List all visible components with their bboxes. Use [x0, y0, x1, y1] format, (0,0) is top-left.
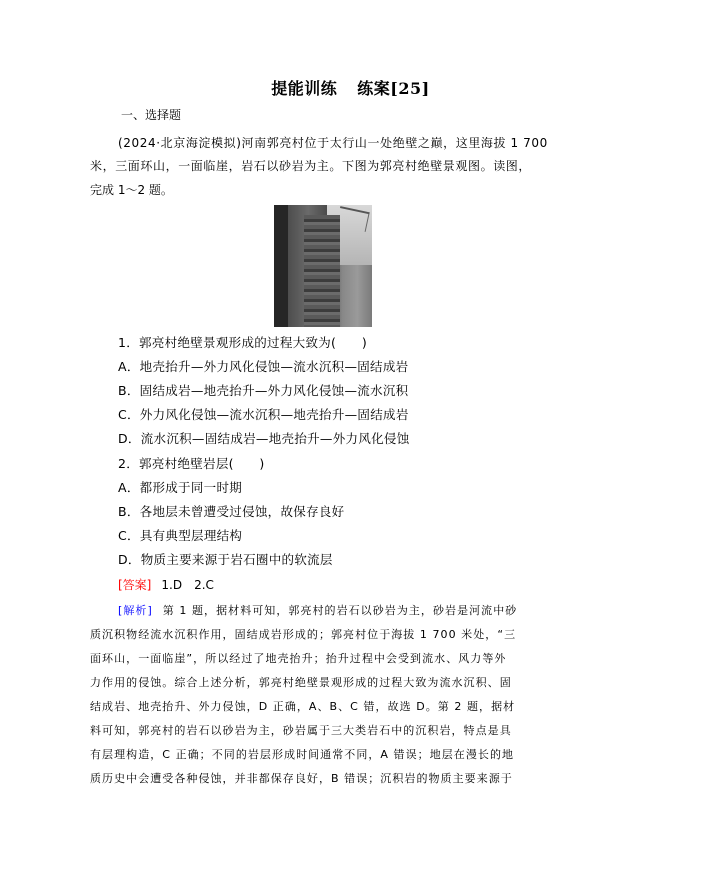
question-1-option-b: B．固结成岩—地壳抬升—外力风化侵蚀—流水沉积	[118, 383, 409, 398]
answer-label: [答案]	[118, 578, 152, 592]
stem-line-2: 米，三面环山，一面临崖，岩石以砂岩为主。下图为郭亮村绝壁景观图。读图，	[90, 159, 532, 173]
page-title	[0, 76, 701, 99]
question-2-option-d: D．物质主要来源于岩石圈中的软流层	[118, 552, 333, 567]
explanation-line-5: 结成岩、地壳抬升、外力侵蚀，D 正确，A、B、C 错，故选 D。第 2 题，据材	[90, 700, 516, 713]
stem-line-1: (2024·北京海淀模拟)河南郭亮村位于太行山一处绝壁之巅，这里海拔 1 700	[118, 136, 548, 150]
explanation-line-7: 有层理构造，C 正确；不同的岩层形成时间通常不同，A 错误；地层在漫长的地	[90, 748, 515, 761]
explanation-label: [解析]	[118, 604, 153, 617]
answer-line	[118, 578, 214, 592]
question-2-stem: 2．郭亮村绝壁岩层( )	[118, 456, 265, 471]
explanation-line-8: 质历史中会遭受各种侵蚀，并非都保存良好，B 错误；沉积岩的物质主要来源于	[90, 772, 513, 785]
question-2-option-c: C．具有典型层理结构	[118, 528, 243, 543]
question-1-stem: 1．郭亮村绝壁景观形成的过程大致为( )	[118, 335, 368, 350]
explanation-text-1: 第 1 题，据材料可知，郭亮村的岩石以砂岩为主，砂岩是河流中砂	[162, 604, 518, 617]
title-part-2: 练案[25]	[357, 79, 430, 98]
question-2-option-a: A．都形成于同一时期	[118, 480, 243, 495]
cliff-landscape-photo	[274, 205, 372, 327]
explanation-line-1	[118, 604, 517, 618]
section-heading: 一、选择题	[121, 108, 182, 122]
stem-line-3: 完成 1～2 题。	[90, 183, 173, 197]
explanation-line-3: 面环山，一面临崖”，所以经过了地壳抬升；抬升过程中会受到流水、风力等外	[90, 652, 507, 665]
explanation-line-2: 质沉积物经流水沉积作用，固结成岩形成的；郭亮村位于海拔 1 700 米处，“三	[90, 628, 517, 641]
explanation-line-6: 料可知，郭亮村的岩石以砂岩为主，砂岩属于三大类岩石中的沉积岩，特点是具	[90, 724, 512, 737]
question-2-option-b: B．各地层未曾遭受过侵蚀，故保存良好	[118, 504, 345, 519]
explanation-line-4: 力作用的侵蚀。综合上述分析，郭亮村绝壁景观形成的过程大致为流水沉积、固	[90, 676, 512, 689]
title-part-1: 提能训练	[271, 79, 338, 98]
question-1-option-c: C．外力风化侵蚀—流水沉积—地壳抬升—固结成岩	[118, 407, 409, 422]
question-1-option-a: A．地壳抬升—外力风化侵蚀—流水沉积—固结成岩	[118, 359, 409, 374]
answer-value: 1.D 2.C	[161, 578, 214, 592]
question-1-option-d: D．流水沉积—固结成岩—地壳抬升—外力风化侵蚀	[118, 431, 410, 446]
